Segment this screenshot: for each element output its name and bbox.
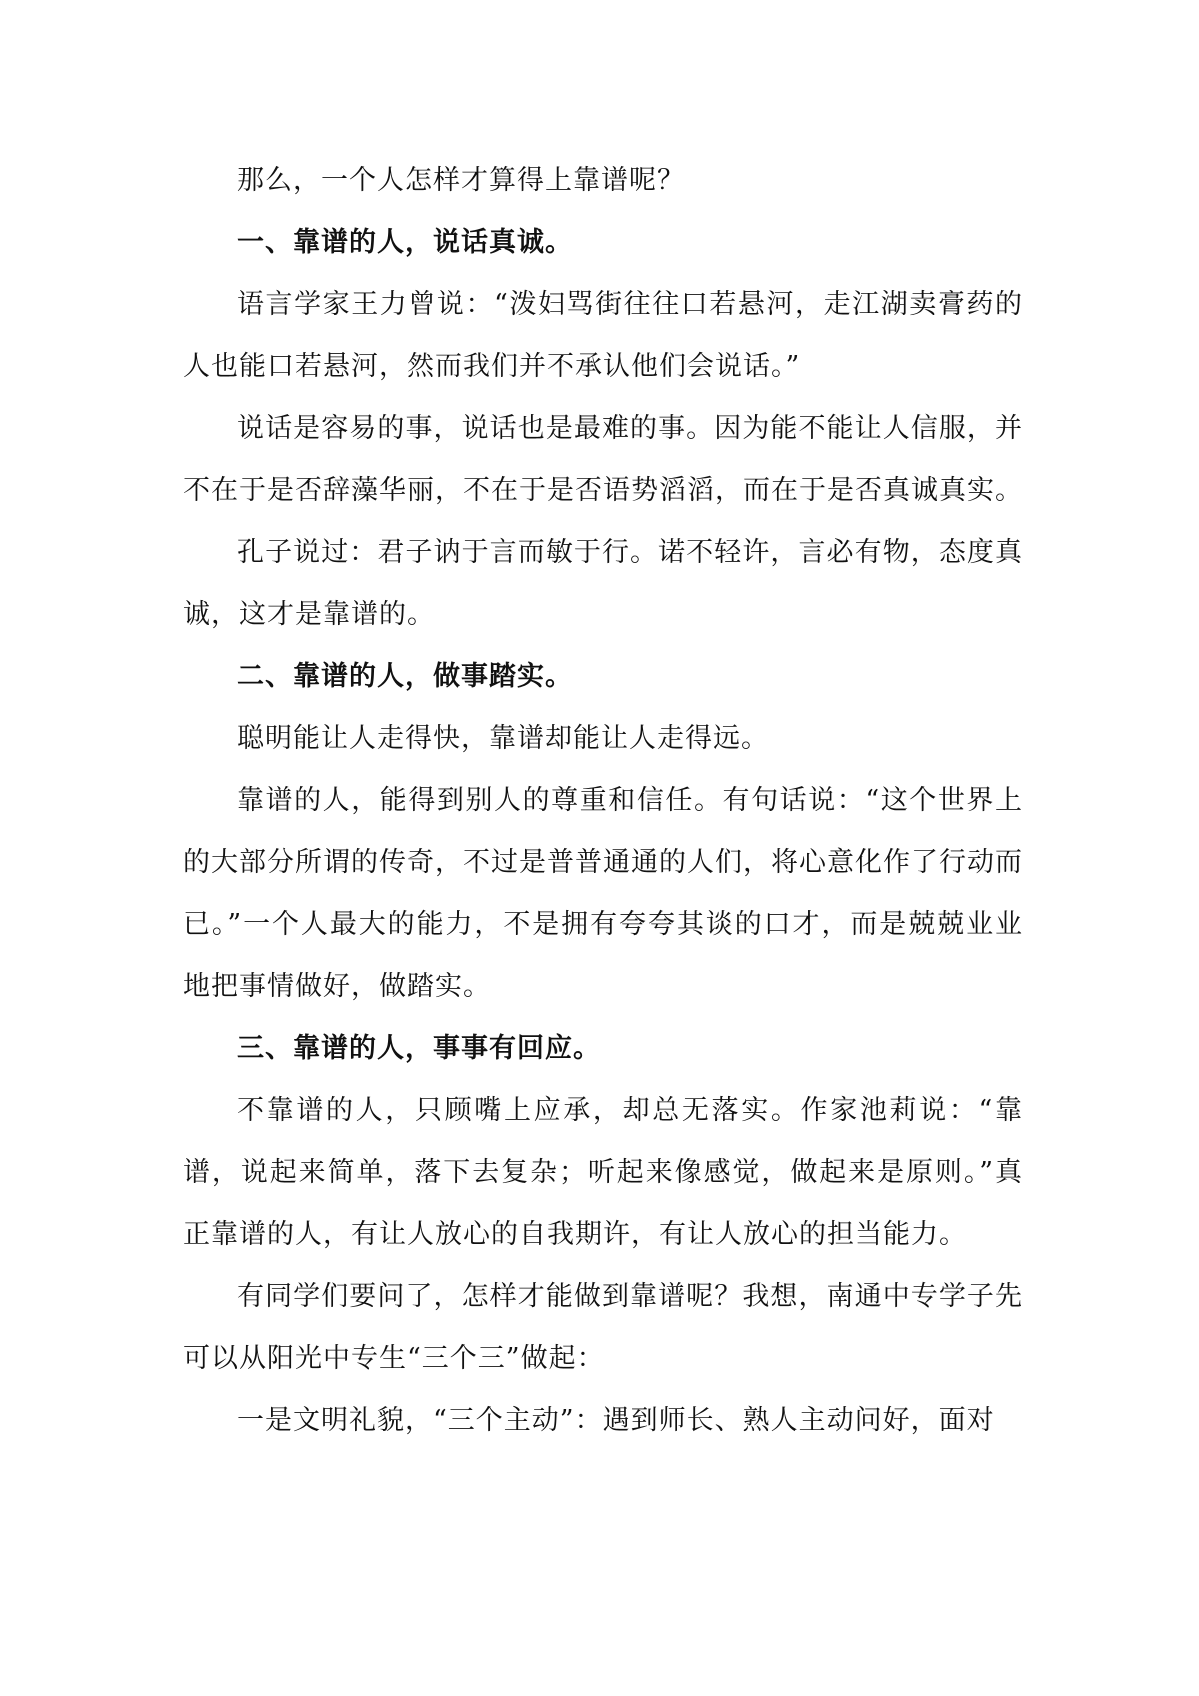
paragraph-first-point: 一是文明礼貌，“三个主动”：遇到师长、熟人主动问好，面对 bbox=[237, 1405, 995, 1436]
heading-section-2: 二、靠谱的人，做事踏实。 bbox=[237, 661, 573, 692]
intro-question: 那么，一个人怎样才算得上靠谱呢？ bbox=[237, 165, 685, 196]
paragraph-smart-vs-reliable: 聪明能让人走得快，靠谱却能让人走得远。 bbox=[237, 723, 769, 754]
document-body bbox=[183, 150, 1023, 1452]
paragraph-how-to: 有同学们要问了，怎样才能做到靠谱呢？我想，南通中专学子先可以从阳光中专生“三个三”做起： bbox=[183, 1281, 1023, 1374]
paragraph-trust: 靠谱的人，能得到别人的尊重和信任。有句话说：“这个世界上的大部分所谓的传奇，不过是普普通通的人们，将心意化作了行动而已。”一个人最大的能力，不是拥有夸夸其谈的口才，而是兢兢业业地把事情做好，做踏实。 bbox=[183, 785, 1023, 1002]
heading-section-3: 三、靠谱的人，事事有回应。 bbox=[237, 1033, 601, 1064]
paragraph-speaking: 说话是容易的事，说话也是最难的事。因为能不能让人信服，并不在于是否辞藻华丽，不在于是否语势滔滔，而在于是否真诚真实。 bbox=[183, 413, 1023, 506]
paragraph-confucius: 孔子说过：君子讷于言而敏于行。诺不轻许，言必有物，态度真诚，这才是靠谱的。 bbox=[183, 537, 1023, 630]
paragraph-wangli-quote: 语言学家王力曾说：“泼妇骂街往往口若悬河，走江湖卖膏药的人也能口若悬河，然而我们并不承认他们会说话。” bbox=[183, 289, 1023, 382]
heading-section-1: 一、靠谱的人，说话真诚。 bbox=[237, 227, 573, 258]
paragraph-chili-quote: 不靠谱的人，只顾嘴上应承，却总无落实。作家池莉说：“靠谱，说起来简单，落下去复杂；听起来像感觉，做起来是原则。”真正靠谱的人，有让人放心的自我期许，有让人放心的担当能力。 bbox=[183, 1095, 1023, 1250]
